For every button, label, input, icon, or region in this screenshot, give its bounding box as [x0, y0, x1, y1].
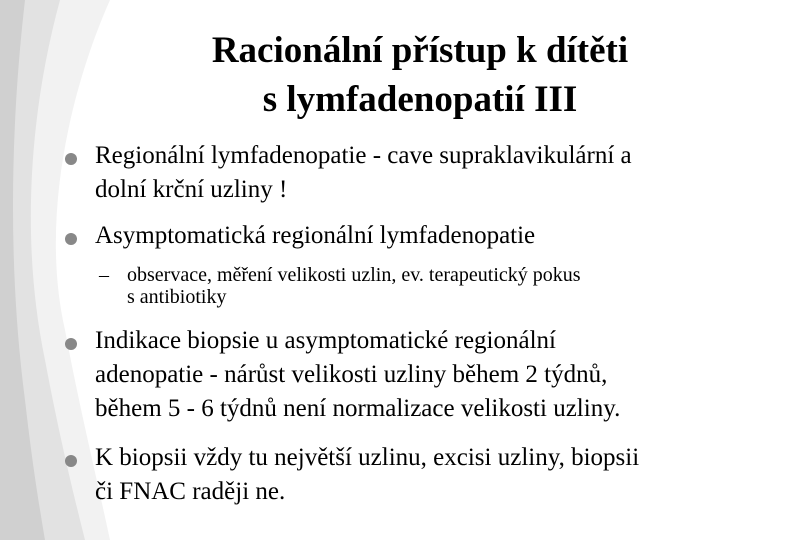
bullet-dot-icon [65, 338, 77, 350]
sub-bullet-dash: – [99, 264, 109, 286]
bullet-item-2 [95, 219, 785, 253]
bullet-dot-icon [65, 153, 77, 165]
bullet-item-3 [95, 324, 785, 426]
bullet-2-line-1: Asymptomatická regionální lymfadenopatie [95, 222, 536, 249]
bullet-1-line-1: Regionální lymfadenopatie - cave supraklavikulární a [95, 142, 632, 169]
bullet-4-line-1: K biopsii vždy tu největší uzlinu, excisi uzliny, biopsii [95, 444, 640, 471]
sub-bullet-line-2: s antibiotiky [127, 286, 227, 308]
bullet-1-line-2: dolní krční uzliny ! [95, 176, 288, 203]
bullet-4-line-2: či FNAC raději ne. [95, 478, 286, 505]
bullet-3-line-3: během 5 - 6 týdnů není normalizace velikosti uzliny. [95, 395, 621, 422]
title-line-2: s lymfadenopatií III [262, 79, 578, 120]
bullet-dot-icon [65, 455, 77, 467]
bullet-dot-icon [65, 233, 77, 245]
bullet-item-1 [95, 139, 785, 207]
bullet-3-line-2: adenopatie - nárůst velikosti uzliny během 2 týdnů, [95, 361, 608, 388]
sub-bullet-line-1: observace, měření velikosti uzlin, ev. terapeutický pokus [127, 264, 581, 286]
sub-bullet-item [99, 264, 787, 308]
bullet-item-4 [95, 441, 785, 509]
bullet-3-line-1: Indikace biopsie u asymptomatické regionální [95, 327, 556, 354]
title-line-1: Racionální přístup k dítěti [211, 30, 629, 71]
